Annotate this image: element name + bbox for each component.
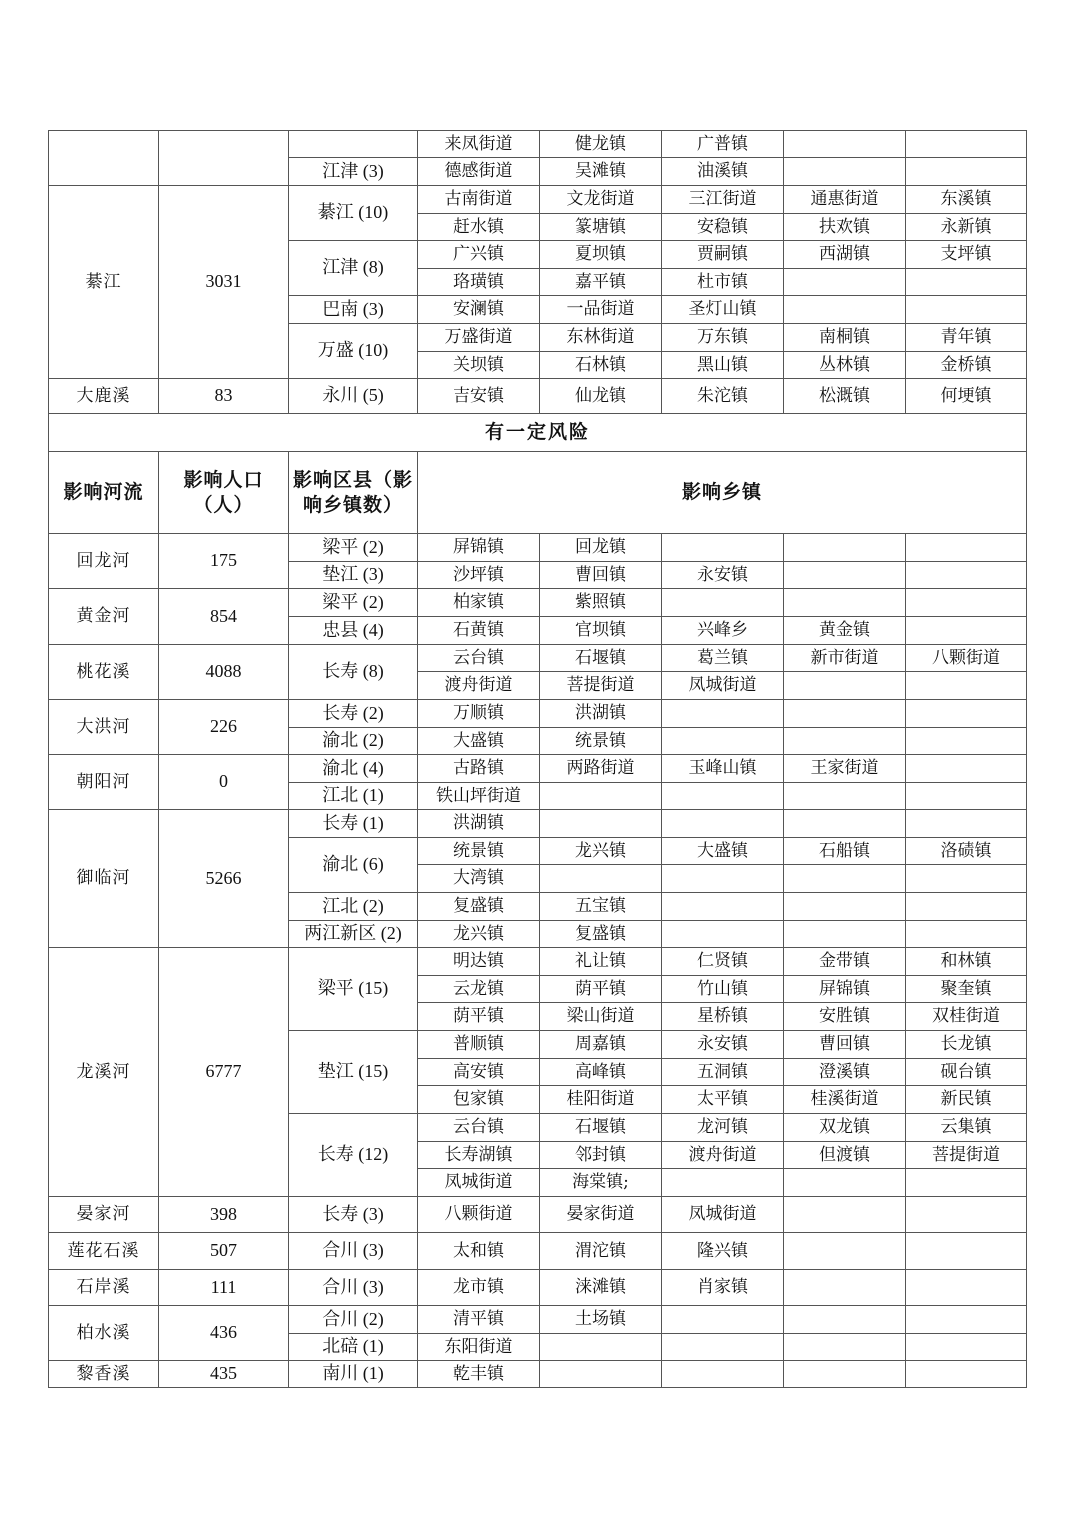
- river-cell: 大洪河: [49, 700, 159, 755]
- town-cell: 沙坪镇: [418, 562, 540, 589]
- town-cell: 王家街道: [784, 755, 906, 783]
- town-cell: [784, 921, 906, 948]
- town-cell: 文龙街道: [540, 186, 662, 214]
- table-row: [49, 589, 1027, 617]
- town-cell: [906, 534, 1027, 562]
- town-cell: 黄金镇: [784, 617, 906, 645]
- town-cell: 凤城街道: [418, 1169, 540, 1197]
- town-cell: 竹山镇: [662, 976, 784, 1003]
- town-cell: 仁贤镇: [662, 948, 784, 976]
- town-cell: 但渡镇: [784, 1142, 906, 1169]
- town-cell: [662, 1169, 784, 1197]
- town-cell: [906, 672, 1027, 700]
- town-cell: 新市街道: [784, 645, 906, 672]
- river-cell: [49, 131, 159, 186]
- town-cell: [906, 158, 1027, 186]
- town-cell: 太平镇: [662, 1086, 784, 1114]
- town-cell: [906, 1270, 1027, 1306]
- town-cell: 统景镇: [418, 838, 540, 865]
- header-river: 影响河流: [49, 452, 159, 534]
- header-row: [49, 452, 1027, 534]
- town-cell: [784, 534, 906, 562]
- town-cell: 古南街道: [418, 186, 540, 214]
- table-row: [49, 186, 1027, 214]
- town-cell: [540, 865, 662, 893]
- town-cell: 八颗街道: [418, 1197, 540, 1233]
- district-cell: 梁平 (2): [289, 534, 418, 562]
- district-cell: 北碚 (1): [289, 1334, 418, 1361]
- town-cell: 东林街道: [540, 324, 662, 352]
- town-cell: [906, 296, 1027, 324]
- town-cell: 新民镇: [906, 1086, 1027, 1114]
- town-cell: 隆兴镇: [662, 1233, 784, 1270]
- town-cell: 双桂街道: [906, 1003, 1027, 1031]
- town-cell: [906, 562, 1027, 589]
- town-cell: [906, 1334, 1027, 1361]
- town-cell: 荫平镇: [540, 976, 662, 1003]
- town-cell: 曹回镇: [540, 562, 662, 589]
- town-cell: [784, 893, 906, 921]
- river-cell: 朝阳河: [49, 755, 159, 810]
- river-cell: 黎香溪: [49, 1361, 159, 1388]
- town-cell: 桂阳街道: [540, 1086, 662, 1114]
- town-cell: 乾丰镇: [418, 1361, 540, 1388]
- town-cell: [784, 1361, 906, 1388]
- population-cell: 507: [159, 1233, 289, 1270]
- town-cell: [784, 269, 906, 296]
- town-cell: 安稳镇: [662, 214, 784, 241]
- town-cell: [662, 810, 784, 838]
- town-cell: 扶欢镇: [784, 214, 906, 241]
- town-cell: 大湾镇: [418, 865, 540, 893]
- table-row: [49, 755, 1027, 783]
- population-cell: 6777: [159, 948, 289, 1197]
- district-cell: 渝北 (4): [289, 755, 418, 783]
- town-cell: [784, 296, 906, 324]
- town-cell: 洪湖镇: [540, 700, 662, 728]
- town-cell: 龙河镇: [662, 1114, 784, 1142]
- town-cell: 官坝镇: [540, 617, 662, 645]
- town-cell: 云台镇: [418, 1114, 540, 1142]
- town-cell: [784, 1197, 906, 1233]
- town-cell: [906, 1306, 1027, 1334]
- town-cell: 海棠镇;: [540, 1169, 662, 1197]
- town-cell: 万顺镇: [418, 700, 540, 728]
- district-cell: 南川 (1): [289, 1361, 418, 1388]
- town-cell: 丛林镇: [784, 352, 906, 379]
- town-cell: 永新镇: [906, 214, 1027, 241]
- town-cell: 嘉平镇: [540, 269, 662, 296]
- district-cell: 永川 (5): [289, 379, 418, 414]
- town-cell: 复盛镇: [418, 893, 540, 921]
- town-cell: 洪湖镇: [418, 810, 540, 838]
- town-cell: 太和镇: [418, 1233, 540, 1270]
- district-cell: 垫江 (3): [289, 562, 418, 589]
- town-cell: 大盛镇: [418, 728, 540, 755]
- town-cell: 回龙镇: [540, 534, 662, 562]
- town-cell: 凤城街道: [662, 1197, 784, 1233]
- town-cell: 葛兰镇: [662, 645, 784, 672]
- town-cell: 兴峰乡: [662, 617, 784, 645]
- district-cell: 梁平 (2): [289, 589, 418, 617]
- population-cell: 435: [159, 1361, 289, 1388]
- town-cell: 周嘉镇: [540, 1031, 662, 1059]
- town-cell: 松溉镇: [784, 379, 906, 414]
- population-cell: 175: [159, 534, 289, 589]
- town-cell: 曹回镇: [784, 1031, 906, 1059]
- town-cell: [906, 700, 1027, 728]
- town-cell: 凤城街道: [662, 672, 784, 700]
- header-district: 影响区县（影响乡镇数）: [289, 452, 418, 534]
- town-cell: 来凤街道: [418, 131, 540, 158]
- town-cell: [784, 672, 906, 700]
- river-cell: 大鹿溪: [49, 379, 159, 414]
- town-cell: 黑山镇: [662, 352, 784, 379]
- town-cell: 菩提街道: [906, 1142, 1027, 1169]
- table-row: [49, 1306, 1027, 1334]
- town-cell: [906, 1233, 1027, 1270]
- town-cell: 东阳街道: [418, 1334, 540, 1361]
- town-cell: 柏家镇: [418, 589, 540, 617]
- town-cell: 土场镇: [540, 1306, 662, 1334]
- district-cell: 江北 (1): [289, 783, 418, 810]
- town-cell: 万盛街道: [418, 324, 540, 352]
- town-cell: 永安镇: [662, 1031, 784, 1059]
- population-cell: 5266: [159, 810, 289, 948]
- town-cell: [906, 893, 1027, 921]
- river-cell: 莲花石溪: [49, 1233, 159, 1270]
- town-cell: 渡舟街道: [418, 672, 540, 700]
- district-cell: 长寿 (12): [289, 1114, 418, 1197]
- town-cell: [906, 1361, 1027, 1388]
- district-cell: 万盛 (10): [289, 324, 418, 379]
- town-cell: 东溪镇: [906, 186, 1027, 214]
- town-cell: [662, 589, 784, 617]
- town-cell: 包家镇: [418, 1086, 540, 1114]
- town-cell: [662, 1306, 784, 1334]
- town-cell: 西湖镇: [784, 241, 906, 269]
- town-cell: 德感街道: [418, 158, 540, 186]
- population-cell: 0: [159, 755, 289, 810]
- risk-table: [48, 130, 1027, 1388]
- town-cell: 珞璜镇: [418, 269, 540, 296]
- town-cell: 广普镇: [662, 131, 784, 158]
- town-cell: [784, 1270, 906, 1306]
- district-cell: 两江新区 (2): [289, 921, 418, 948]
- town-cell: 吉安镇: [418, 379, 540, 414]
- town-cell: [784, 1334, 906, 1361]
- town-cell: 支坪镇: [906, 241, 1027, 269]
- town-cell: 安澜镇: [418, 296, 540, 324]
- district-cell: 綦江 (10): [289, 186, 418, 241]
- town-cell: 桂溪街道: [784, 1086, 906, 1114]
- section-row: [49, 414, 1027, 452]
- population-cell: 4088: [159, 645, 289, 700]
- town-cell: [784, 158, 906, 186]
- table-row: [49, 534, 1027, 562]
- district-cell: 垫江 (15): [289, 1031, 418, 1114]
- town-cell: 八颗街道: [906, 645, 1027, 672]
- district-cell: 渝北 (6): [289, 838, 418, 893]
- town-cell: 青年镇: [906, 324, 1027, 352]
- river-cell: 黄金河: [49, 589, 159, 645]
- town-cell: 邻封镇: [540, 1142, 662, 1169]
- town-cell: 何埂镇: [906, 379, 1027, 414]
- town-cell: 渭沱镇: [540, 1233, 662, 1270]
- town-cell: 肖家镇: [662, 1270, 784, 1306]
- district-cell: 江津 (8): [289, 241, 418, 296]
- town-cell: 五宝镇: [540, 893, 662, 921]
- town-cell: [784, 728, 906, 755]
- town-cell: 和林镇: [906, 948, 1027, 976]
- table-row: [49, 645, 1027, 672]
- town-cell: 礼让镇: [540, 948, 662, 976]
- table-row: [49, 810, 1027, 838]
- town-cell: [784, 783, 906, 810]
- town-cell: 涞滩镇: [540, 1270, 662, 1306]
- river-cell: 柏水溪: [49, 1306, 159, 1361]
- town-cell: [662, 865, 784, 893]
- town-cell: 三江街道: [662, 186, 784, 214]
- district-cell: 长寿 (8): [289, 645, 418, 700]
- population-cell: 398: [159, 1197, 289, 1233]
- town-cell: 高安镇: [418, 1059, 540, 1086]
- district-cell: 忠县 (4): [289, 617, 418, 645]
- town-cell: 高峰镇: [540, 1059, 662, 1086]
- town-cell: 菩提街道: [540, 672, 662, 700]
- population-cell: 3031: [159, 186, 289, 379]
- town-cell: 龙兴镇: [540, 838, 662, 865]
- town-cell: 大盛镇: [662, 838, 784, 865]
- table-row: [49, 379, 1027, 414]
- river-cell: 桃花溪: [49, 645, 159, 700]
- town-cell: 通惠街道: [784, 186, 906, 214]
- town-cell: 普顺镇: [418, 1031, 540, 1059]
- table-row: [49, 131, 1027, 158]
- river-cell: 石岸溪: [49, 1270, 159, 1306]
- town-cell: 砚台镇: [906, 1059, 1027, 1086]
- town-cell: 澄溪镇: [784, 1059, 906, 1086]
- town-cell: 永安镇: [662, 562, 784, 589]
- town-cell: 长龙镇: [906, 1031, 1027, 1059]
- town-cell: 石黄镇: [418, 617, 540, 645]
- table-row: [49, 948, 1027, 976]
- town-cell: 篆塘镇: [540, 214, 662, 241]
- town-cell: [784, 700, 906, 728]
- town-cell: 朱沱镇: [662, 379, 784, 414]
- town-cell: 两路街道: [540, 755, 662, 783]
- town-cell: 渡舟街道: [662, 1142, 784, 1169]
- town-cell: [906, 269, 1027, 296]
- town-cell: 明达镇: [418, 948, 540, 976]
- town-cell: 洛碛镇: [906, 838, 1027, 865]
- town-cell: 石堰镇: [540, 645, 662, 672]
- population-cell: 83: [159, 379, 289, 414]
- town-cell: [784, 562, 906, 589]
- town-cell: 龙市镇: [418, 1270, 540, 1306]
- town-cell: 安胜镇: [784, 1003, 906, 1031]
- district-cell: 江津 (3): [289, 158, 418, 186]
- town-cell: 一品街道: [540, 296, 662, 324]
- town-cell: 晏家街道: [540, 1197, 662, 1233]
- town-cell: 云龙镇: [418, 976, 540, 1003]
- town-cell: 贾嗣镇: [662, 241, 784, 269]
- table-row: [49, 1270, 1027, 1306]
- town-cell: [540, 1334, 662, 1361]
- town-cell: 玉峰山镇: [662, 755, 784, 783]
- town-cell: 双龙镇: [784, 1114, 906, 1142]
- town-cell: 夏坝镇: [540, 241, 662, 269]
- table-row: [49, 1233, 1027, 1270]
- header-towns: 影响乡镇: [418, 452, 1027, 534]
- river-cell: 御临河: [49, 810, 159, 948]
- town-cell: 荫平镇: [418, 1003, 540, 1031]
- town-cell: [906, 921, 1027, 948]
- town-cell: 金带镇: [784, 948, 906, 976]
- town-cell: 五洞镇: [662, 1059, 784, 1086]
- town-cell: 清平镇: [418, 1306, 540, 1334]
- town-cell: 万东镇: [662, 324, 784, 352]
- town-cell: [784, 865, 906, 893]
- population-cell: 226: [159, 700, 289, 755]
- town-cell: [906, 1169, 1027, 1197]
- town-cell: [540, 783, 662, 810]
- population-cell: 436: [159, 1306, 289, 1361]
- town-cell: [784, 1169, 906, 1197]
- town-cell: [906, 783, 1027, 810]
- town-cell: 杜市镇: [662, 269, 784, 296]
- river-cell: 晏家河: [49, 1197, 159, 1233]
- district-cell: 长寿 (1): [289, 810, 418, 838]
- town-cell: 石林镇: [540, 352, 662, 379]
- table-row: [49, 1197, 1027, 1233]
- town-cell: 石堰镇: [540, 1114, 662, 1142]
- town-cell: [906, 865, 1027, 893]
- town-cell: [784, 131, 906, 158]
- town-cell: [662, 1334, 784, 1361]
- river-cell: 龙溪河: [49, 948, 159, 1197]
- town-cell: [784, 1306, 906, 1334]
- town-cell: [662, 921, 784, 948]
- district-cell: 长寿 (2): [289, 700, 418, 728]
- town-cell: [906, 617, 1027, 645]
- district-cell: 巴南 (3): [289, 296, 418, 324]
- town-cell: 统景镇: [540, 728, 662, 755]
- district-cell: 梁平 (15): [289, 948, 418, 1031]
- header-population: 影响人口（人）: [159, 452, 289, 534]
- table-row: [49, 700, 1027, 728]
- town-cell: [662, 893, 784, 921]
- town-cell: 云台镇: [418, 645, 540, 672]
- town-cell: [906, 1197, 1027, 1233]
- section-title: 有一定风险: [49, 414, 1027, 452]
- town-cell: 金桥镇: [906, 352, 1027, 379]
- district-cell: 江北 (2): [289, 893, 418, 921]
- district-cell: 合川 (2): [289, 1306, 418, 1334]
- river-cell: 回龙河: [49, 534, 159, 589]
- town-cell: [540, 810, 662, 838]
- town-cell: [906, 131, 1027, 158]
- town-cell: [662, 728, 784, 755]
- town-cell: 聚奎镇: [906, 976, 1027, 1003]
- town-cell: 油溪镇: [662, 158, 784, 186]
- table-row: [49, 1361, 1027, 1388]
- town-cell: 云集镇: [906, 1114, 1027, 1142]
- town-cell: 吴滩镇: [540, 158, 662, 186]
- town-cell: 圣灯山镇: [662, 296, 784, 324]
- district-cell: [289, 131, 418, 158]
- town-cell: 赶水镇: [418, 214, 540, 241]
- district-cell: 长寿 (3): [289, 1197, 418, 1233]
- town-cell: [540, 1361, 662, 1388]
- population-cell: 111: [159, 1270, 289, 1306]
- town-cell: 复盛镇: [540, 921, 662, 948]
- town-cell: 仙龙镇: [540, 379, 662, 414]
- town-cell: [906, 728, 1027, 755]
- district-cell: 合川 (3): [289, 1270, 418, 1306]
- town-cell: 屏锦镇: [418, 534, 540, 562]
- town-cell: [906, 589, 1027, 617]
- town-cell: 龙兴镇: [418, 921, 540, 948]
- town-cell: 古路镇: [418, 755, 540, 783]
- town-cell: 铁山坪街道: [418, 783, 540, 810]
- town-cell: [784, 589, 906, 617]
- town-cell: 石船镇: [784, 838, 906, 865]
- district-cell: 合川 (3): [289, 1233, 418, 1270]
- district-cell: 渝北 (2): [289, 728, 418, 755]
- river-cell: 綦江: [49, 186, 159, 379]
- town-cell: 健龙镇: [540, 131, 662, 158]
- town-cell: [784, 810, 906, 838]
- town-cell: 关坝镇: [418, 352, 540, 379]
- town-cell: 广兴镇: [418, 241, 540, 269]
- town-cell: 屏锦镇: [784, 976, 906, 1003]
- town-cell: [906, 810, 1027, 838]
- population-cell: [159, 131, 289, 186]
- town-cell: 梁山街道: [540, 1003, 662, 1031]
- town-cell: 南桐镇: [784, 324, 906, 352]
- town-cell: 紫照镇: [540, 589, 662, 617]
- town-cell: [906, 755, 1027, 783]
- town-cell: 星桥镇: [662, 1003, 784, 1031]
- town-cell: [662, 783, 784, 810]
- town-cell: [784, 1233, 906, 1270]
- town-cell: [662, 700, 784, 728]
- town-cell: [662, 1361, 784, 1388]
- population-cell: 854: [159, 589, 289, 645]
- town-cell: [662, 534, 784, 562]
- town-cell: 长寿湖镇: [418, 1142, 540, 1169]
